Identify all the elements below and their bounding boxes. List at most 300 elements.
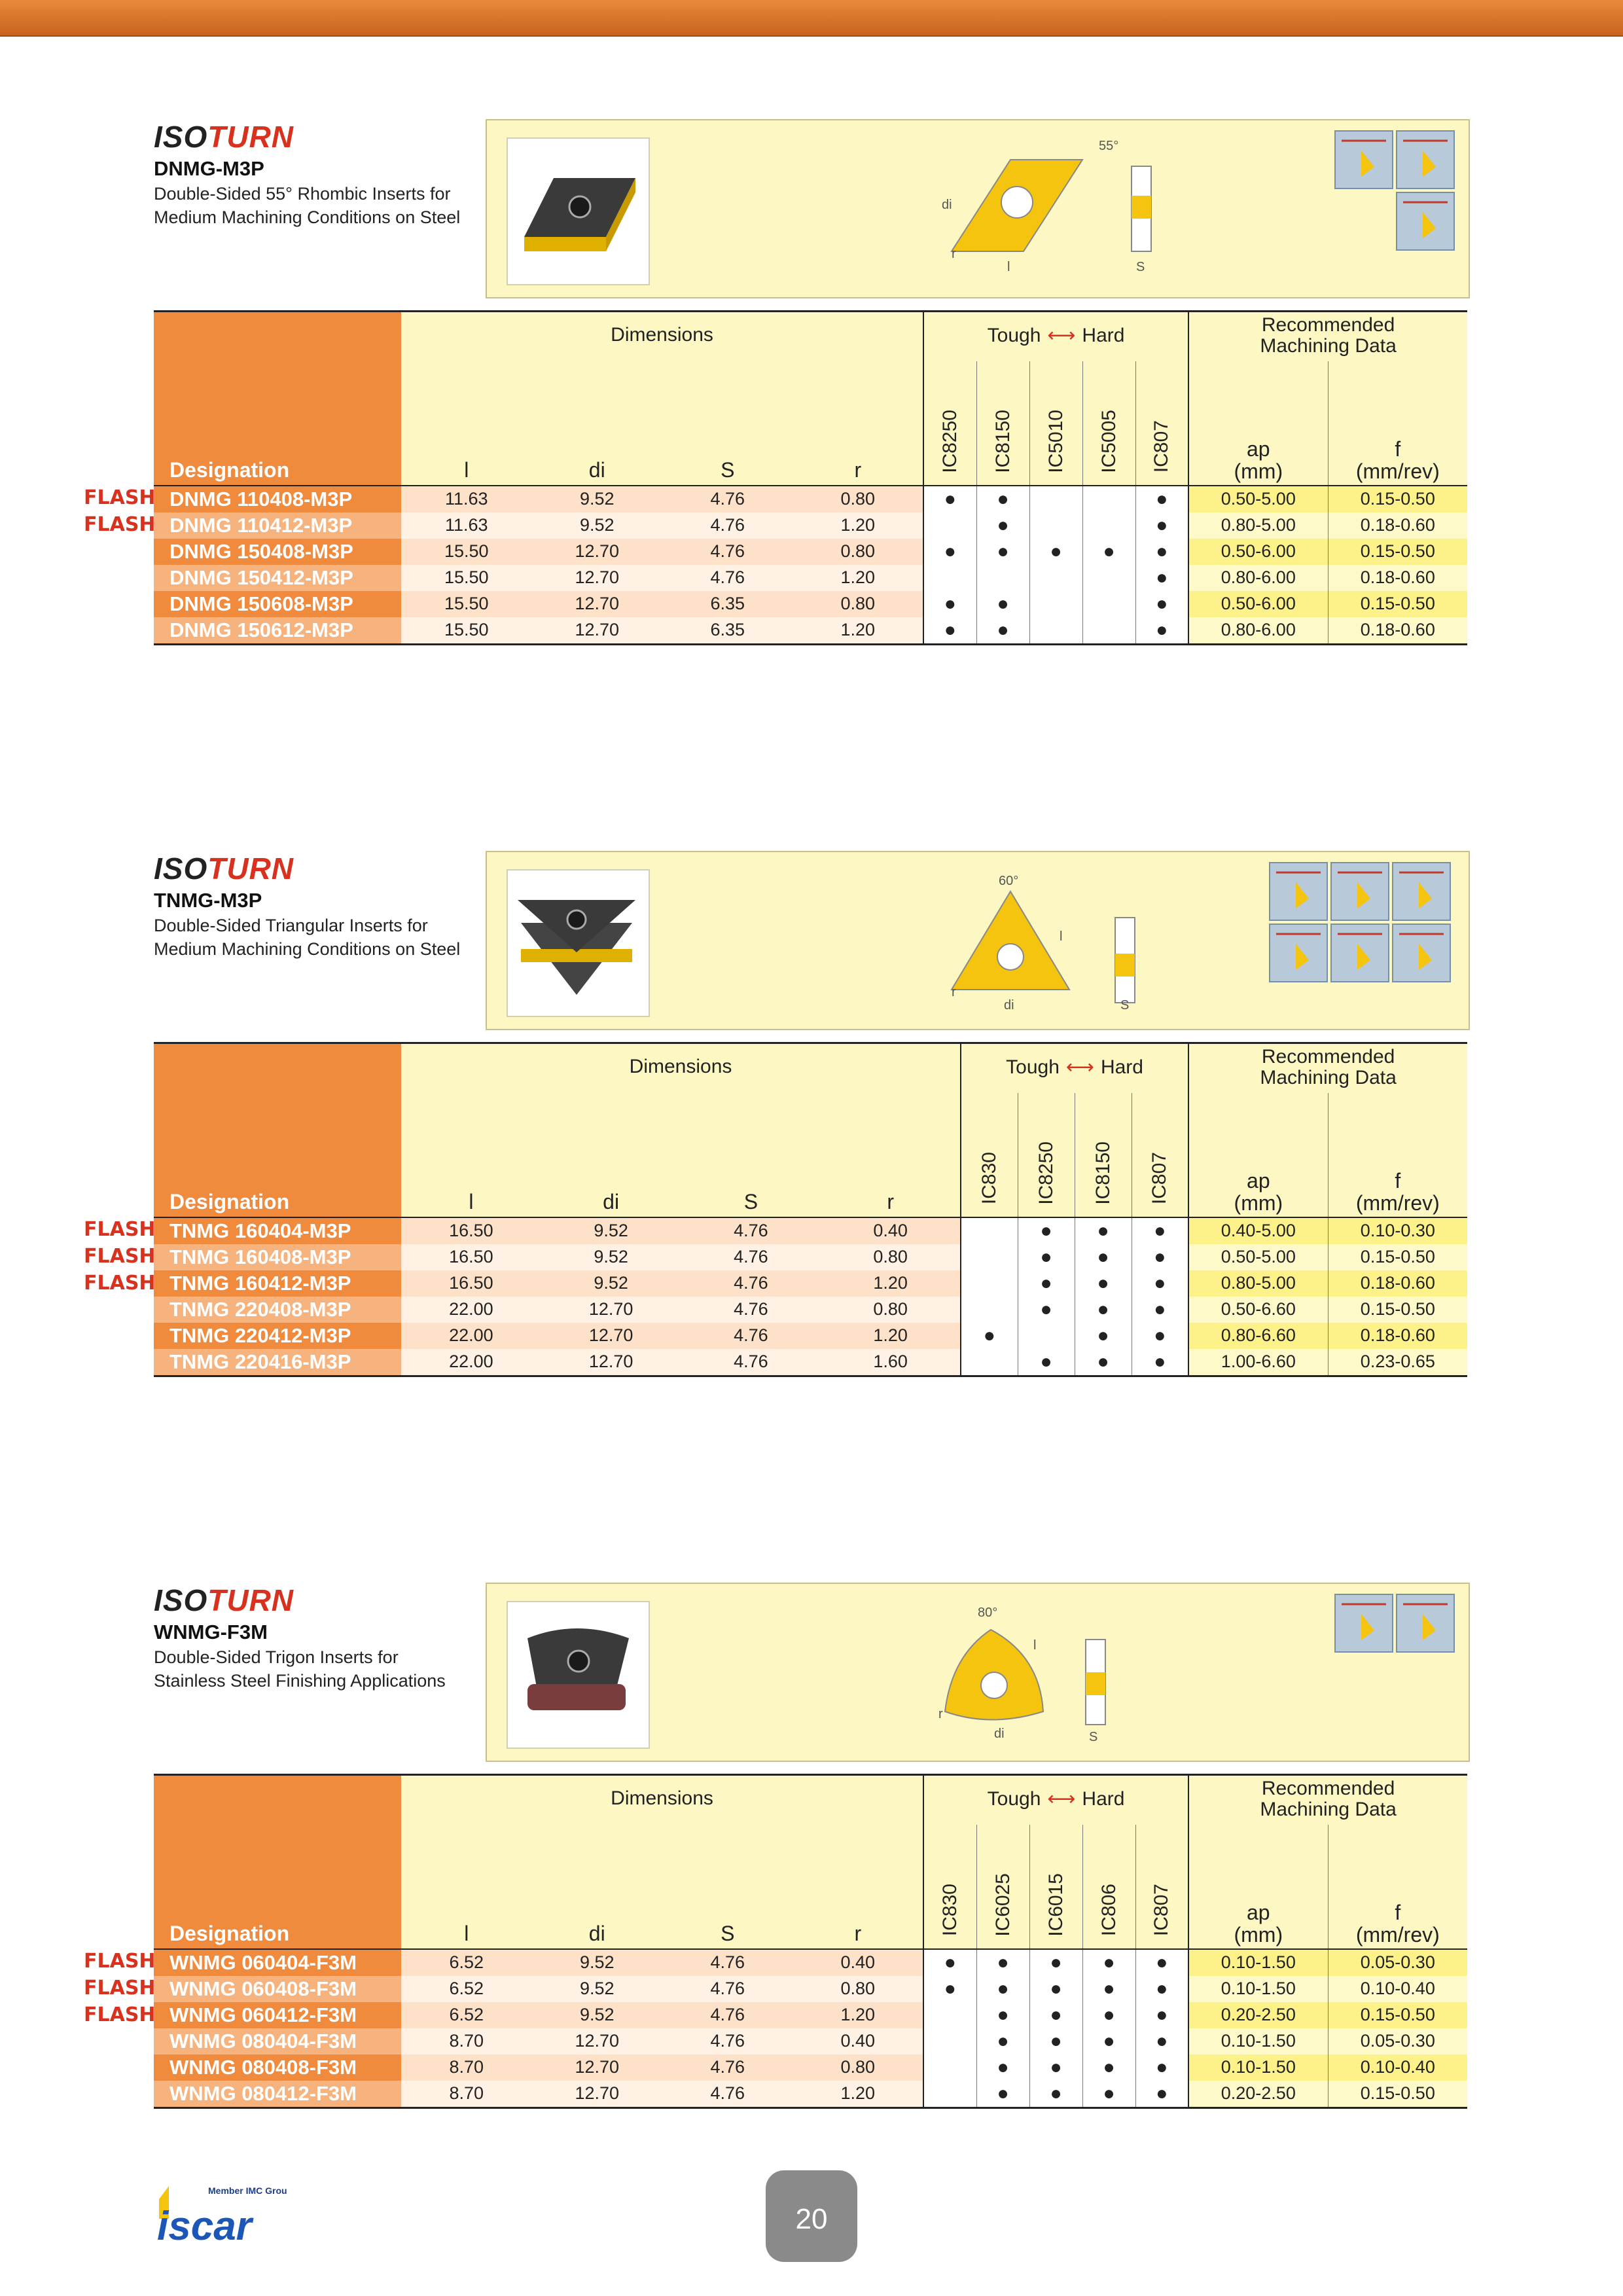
grade-availability-cell: ● [1075,1323,1132,1349]
l-cell: 22.00 [401,1297,541,1323]
f-cell: 0.05-0.30 [1328,1949,1467,1976]
col-s: S [662,361,793,486]
r-cell: 1.20 [793,512,924,539]
designation-cell: TNMG 220416-M3P [154,1349,401,1376]
grade-availability-cell: ● [1082,2002,1135,2028]
r-cell: 0.80 [793,1976,924,2002]
member-text: Member IMC Group [208,2185,287,2196]
grade-availability-cell [1029,512,1082,539]
ap-cell: 0.10-1.50 [1188,2028,1328,2054]
di-cell: 9.52 [532,512,663,539]
grade-availability-cell: ● [1132,1270,1188,1297]
insert-info-panel [486,119,1470,298]
grade-header: IC8250 [923,361,976,486]
s-cell: 4.76 [662,2081,793,2108]
grade-availability-cell: ● [923,486,976,512]
s-cell: 6.35 [662,617,793,645]
grade-availability-cell [961,1244,1018,1270]
s-cell: 6.35 [662,591,793,617]
ap-cell: 0.50-6.00 [1188,539,1328,565]
grade-availability-cell: ● [1132,1244,1188,1270]
col-f: f (mm/rev) [1328,361,1467,486]
f-cell: 0.18-0.60 [1328,617,1467,645]
grade-availability-cell: ● [976,486,1029,512]
product-description: Double-Sided Triangular Inserts for Medium Machining Conditions on Steel [154,916,461,959]
s-cell: 4.76 [662,2028,793,2054]
grade-availability-cell: ● [1135,617,1188,645]
col-f: f (mm/rev) [1328,1825,1467,1949]
l-cell: 8.70 [401,2081,532,2108]
designation-header: Designation [154,1043,401,1217]
f-cell: 0.23-0.65 [1328,1349,1467,1376]
r-cell: 1.20 [793,565,924,591]
table-row [154,565,1467,591]
col-s: S [681,1093,821,1217]
designation-cell: WNMG 060408-F3M [154,1976,401,2002]
grade-availability-cell [1029,486,1082,512]
tough-hard-header: Tough ⟷ Hard [923,1775,1188,1825]
r-cell: 0.80 [793,486,924,512]
designation-header: Designation [154,1775,401,1949]
di-cell: 12.70 [532,617,663,645]
ap-cell: 0.40-5.00 [1188,1217,1328,1244]
designation-cell: WNMG 060412-F3M [154,2002,401,2028]
l-cell: 15.50 [401,539,532,565]
designation-cell: TNMG 220408-M3P [154,1297,401,1323]
l-cell: 22.00 [401,1349,541,1376]
grade-availability-cell: ● [1135,486,1188,512]
f-cell: 0.18-0.60 [1328,1270,1467,1297]
designation-cell: DNMG 150412-M3P [154,565,401,591]
grade-availability-cell: ● [1082,539,1135,565]
di-cell: 9.52 [541,1244,681,1270]
svg-text:l: l [1033,1638,1037,1653]
table-row [154,1349,1467,1376]
flash-label: FLASH [84,1218,156,1241]
grade-availability-cell: ● [976,539,1029,565]
di-cell: 12.70 [541,1323,681,1349]
f-cell: 0.10-0.40 [1328,1976,1467,2002]
grade-availability-cell: ● [923,591,976,617]
l-cell: 6.52 [401,2002,532,2028]
grade-availability-cell: ● [1135,539,1188,565]
grade-availability-cell [1029,591,1082,617]
grade-availability-cell [923,2054,976,2081]
s-cell: 4.76 [681,1349,821,1376]
iscar-wordmark: iscar [157,2204,252,2249]
grade-availability-cell: ● [1029,2054,1082,2081]
application-icons [1331,1590,1462,1715]
svg-text:S: S [1120,998,1130,1013]
grade-availability-cell [961,1270,1018,1297]
table-row [154,2054,1467,2081]
table-row [154,512,1467,539]
f-cell: 0.15-0.50 [1328,1244,1467,1270]
grade-availability-cell: ● [976,2002,1029,2028]
grade-header: IC830 [961,1093,1018,1217]
col-r: r [793,361,924,486]
di-cell: 9.52 [532,486,663,512]
isoturn-brand: ISOTURN [154,120,294,154]
r-cell: 0.40 [821,1217,961,1244]
grade-header: IC806 [1082,1825,1135,1949]
designation-cell: WNMG 080404-F3M [154,2028,401,2054]
grade-availability-cell: ● [1132,1349,1188,1376]
page-number: 20 [766,2170,857,2262]
grade-availability-cell: ● [1018,1244,1075,1270]
dimensions-header: Dimensions [401,312,923,361]
grade-availability-cell [923,512,976,539]
grade-availability-cell: ● [1029,539,1082,565]
grade-availability-cell: ● [976,617,1029,645]
grade-availability-cell: ● [1029,2081,1082,2108]
table-row [154,1976,1467,2002]
r-cell: 1.20 [821,1270,961,1297]
grade-availability-cell: ● [1029,1976,1082,2002]
l-cell: 15.50 [401,591,532,617]
svg-text:l: l [1007,260,1010,274]
designation-cell: TNMG 160412-M3P [154,1270,401,1297]
di-cell: 12.70 [532,2081,663,2108]
f-cell: 0.10-0.30 [1328,1217,1467,1244]
f-cell: 0.18-0.60 [1328,1323,1467,1349]
s-cell: 4.76 [681,1297,821,1323]
double-arrow-icon: ⟷ [1047,1788,1076,1810]
inserts-table [154,310,1467,645]
grade-availability-cell [923,565,976,591]
grade-availability-cell: ● [976,2028,1029,2054]
table-row [154,1244,1467,1270]
grade-availability-cell: ● [976,591,1029,617]
l-cell: 8.70 [401,2054,532,2081]
designation-cell: WNMG 060404-F3M [154,1949,401,1976]
grade-availability-cell [961,1349,1018,1376]
grade-availability-cell: ● [1075,1244,1132,1270]
table-row [154,2028,1467,2054]
f-cell: 0.15-0.50 [1328,591,1467,617]
grade-availability-cell: ● [923,1949,976,1976]
designation-cell: WNMG 080412-F3M [154,2081,401,2108]
col-l: l [401,1825,532,1949]
di-cell: 12.70 [532,2028,663,2054]
dimensions-header: Dimensions [401,1043,961,1093]
l-cell: 6.52 [401,1949,532,1976]
recommended-header: Recommended Machining Data [1188,312,1467,361]
l-cell: 22.00 [401,1323,541,1349]
di-cell: 9.52 [532,2002,663,2028]
grade-availability-cell: ● [1018,1270,1075,1297]
grade-availability-cell: ● [1135,2054,1188,2081]
col-ap: ap (mm) [1188,361,1328,486]
grade-availability-cell [923,2081,976,2108]
table-row [154,539,1467,565]
grade-availability-cell [923,2028,976,2054]
s-cell: 4.76 [662,539,793,565]
grade-availability-cell: ● [976,1949,1029,1976]
grade-availability-cell: ● [1135,565,1188,591]
s-cell: 4.76 [662,1949,793,1976]
table-row [154,2081,1467,2108]
grade-header: IC830 [923,1825,976,1949]
grade-header: IC807 [1132,1093,1188,1217]
designation-cell: DNMG 110408-M3P [154,486,401,512]
grade-availability-cell: ● [1135,2002,1188,2028]
ap-cell: 0.50-5.00 [1188,1244,1328,1270]
grade-availability-cell [1029,617,1082,645]
ap-cell: 0.10-1.50 [1188,1949,1328,1976]
grade-availability-cell [1082,486,1135,512]
table-row [154,591,1467,617]
grade-availability-cell: ● [1082,2081,1135,2108]
flash-label: FLASH [84,1245,156,1268]
grade-availability-cell: ● [1135,2028,1188,2054]
designation-cell: DNMG 150608-M3P [154,591,401,617]
grade-availability-cell: ● [1082,2028,1135,2054]
l-cell: 15.50 [401,565,532,591]
designation-cell: WNMG 080408-F3M [154,2054,401,2081]
grade-availability-cell: ● [923,1976,976,2002]
s-cell: 4.76 [662,512,793,539]
grade-header: IC8250 [1018,1093,1075,1217]
ap-cell: 1.00-6.60 [1188,1349,1328,1376]
di-cell: 12.70 [532,539,663,565]
grade-availability-cell: ● [1082,2054,1135,2081]
grade-availability-cell: ● [976,2081,1029,2108]
di-cell: 12.70 [532,565,663,591]
grade-availability-cell: ● [1018,1297,1075,1323]
grade-availability-cell [961,1217,1018,1244]
table-row [154,486,1467,512]
flash-label: FLASH [84,486,156,509]
f-cell: 0.15-0.50 [1328,2081,1467,2108]
ap-cell: 0.80-6.60 [1188,1323,1328,1349]
grade-availability-cell: ● [1132,1323,1188,1349]
recommended-header: Recommended Machining Data [1188,1043,1467,1093]
s-cell: 4.76 [662,1976,793,2002]
col-di: di [532,1825,663,1949]
col-ap: ap (mm) [1188,1093,1328,1217]
col-di: di [541,1093,681,1217]
product-description: Double-Sided Trigon Inserts for Stainless Steel Finishing Applications [154,1647,446,1691]
product-section [0,1583,1623,2119]
insert-geometry-diagram [853,127,1181,287]
table-row [154,1323,1467,1349]
grade-availability-cell: ● [1132,1217,1188,1244]
col-ap: ap (mm) [1188,1825,1328,1949]
grade-availability-cell: ● [1029,2002,1082,2028]
table-row [154,1270,1467,1297]
col-r: r [821,1093,961,1217]
product-description: Double-Sided 55° Rhombic Inserts for Medium Machining Conditions on Steel [154,184,461,227]
col-f: f (mm/rev) [1328,1093,1467,1217]
f-cell: 0.15-0.50 [1328,486,1467,512]
svg-text:S: S [1136,260,1145,274]
grade-availability-cell: ● [1135,591,1188,617]
svg-text:di: di [942,198,952,212]
product-code: TNMG-M3P [154,889,262,912]
table-row [154,617,1467,645]
ap-cell: 0.50-6.60 [1188,1297,1328,1323]
insert-photo [507,137,650,285]
grade-availability-cell: ● [1132,1297,1188,1323]
svg-text:55°: 55° [1099,139,1119,153]
insert-photo [507,1601,650,1749]
r-cell: 1.20 [793,2081,924,2108]
grade-availability-cell: ● [1082,1976,1135,2002]
grade-header: IC8150 [976,361,1029,486]
ap-cell: 0.80-6.00 [1188,617,1328,645]
grade-availability-cell [1082,591,1135,617]
designation-cell: TNMG 160408-M3P [154,1244,401,1270]
grade-availability-cell: ● [1135,1949,1188,1976]
svg-text:r: r [952,247,956,261]
table-row [154,1217,1467,1244]
s-cell: 4.76 [662,2002,793,2028]
r-cell: 0.80 [793,539,924,565]
tough-hard-header: Tough ⟷ Hard [961,1043,1188,1093]
grade-availability-cell: ● [976,512,1029,539]
r-cell: 1.60 [821,1349,961,1376]
grade-availability-cell [1082,512,1135,539]
r-cell: 0.80 [821,1244,961,1270]
s-cell: 4.76 [662,2054,793,2081]
di-cell: 9.52 [541,1217,681,1244]
di-cell: 12.70 [541,1349,681,1376]
designation-cell: TNMG 220412-M3P [154,1323,401,1349]
l-cell: 6.52 [401,1976,532,2002]
grade-availability-cell [1082,565,1135,591]
flash-label: FLASH [84,1272,156,1295]
l-cell: 15.50 [401,617,532,645]
insert-photo [507,869,650,1017]
s-cell: 4.76 [681,1270,821,1297]
grade-availability-cell: ● [1135,2081,1188,2108]
grade-availability-cell [923,2002,976,2028]
flash-label: FLASH [84,2003,156,2026]
ap-cell: 0.10-1.50 [1188,1976,1328,2002]
f-cell: 0.15-0.50 [1328,539,1467,565]
r-cell: 0.40 [793,2028,924,2054]
double-arrow-icon: ⟷ [1047,325,1076,346]
f-cell: 0.15-0.50 [1328,2002,1467,2028]
ap-cell: 0.20-2.50 [1188,2081,1328,2108]
col-di: di [532,361,663,486]
grade-header: IC807 [1135,1825,1188,1949]
dimensions-header: Dimensions [401,1775,923,1825]
recommended-header: Recommended Machining Data [1188,1775,1467,1825]
grade-header: IC807 [1135,361,1188,486]
isoturn-brand: ISOTURN [154,852,294,886]
svg-text:r: r [938,1707,943,1721]
l-cell: 8.70 [401,2028,532,2054]
flash-label: FLASH [84,1950,156,1973]
f-cell: 0.05-0.30 [1328,2028,1467,2054]
ap-cell: 0.20-2.50 [1188,2002,1328,2028]
inserts-table [154,1042,1467,1377]
col-l: l [401,361,532,486]
grade-header: IC6025 [976,1825,1029,1949]
grade-availability-cell: ● [923,539,976,565]
application-icons [1331,127,1462,251]
grade-availability-cell: ● [1075,1270,1132,1297]
di-cell: 9.52 [532,1949,663,1976]
r-cell: 0.80 [821,1297,961,1323]
grade-availability-cell: ● [923,617,976,645]
ap-cell: 0.80-5.00 [1188,1270,1328,1297]
grade-header: IC8150 [1075,1093,1132,1217]
l-cell: 16.50 [401,1244,541,1270]
designation-header: Designation [154,312,401,486]
grade-availability-cell: ● [1075,1297,1132,1323]
table-row [154,1949,1467,1976]
ap-cell: 0.80-6.00 [1188,565,1328,591]
ap-cell: 0.50-6.00 [1188,591,1328,617]
grade-availability-cell: ● [1018,1349,1075,1376]
grade-availability-cell [1018,1323,1075,1349]
product-code: DNMG-M3P [154,157,264,180]
di-cell: 9.52 [532,1976,663,2002]
grade-availability-cell: ● [1029,2028,1082,2054]
grade-availability-cell: ● [1135,1976,1188,2002]
grade-availability-cell: ● [1135,512,1188,539]
f-cell: 0.15-0.50 [1328,1297,1467,1323]
svg-text:60°: 60° [999,874,1019,888]
di-cell: 9.52 [541,1270,681,1297]
col-r: r [793,1825,924,1949]
ap-cell: 0.10-1.50 [1188,2054,1328,2081]
grade-availability-cell [961,1297,1018,1323]
r-cell: 1.20 [793,2002,924,2028]
grade-availability-cell: ● [1075,1217,1132,1244]
designation-cell: DNMG 150408-M3P [154,539,401,565]
tough-hard-header: Tough ⟷ Hard [923,312,1188,361]
svg-text:di: di [1004,998,1014,1013]
designation-cell: DNMG 110412-M3P [154,512,401,539]
iscar-logo [156,2179,287,2255]
s-cell: 4.76 [681,1217,821,1244]
s-cell: 4.76 [662,486,793,512]
svg-text:di: di [994,1727,1005,1741]
grade-availability-cell [976,565,1029,591]
grade-availability-cell: ● [1029,1949,1082,1976]
r-cell: 0.80 [793,591,924,617]
s-cell: 4.76 [681,1323,821,1349]
l-cell: 16.50 [401,1270,541,1297]
l-cell: 11.63 [401,486,532,512]
r-cell: 1.20 [821,1323,961,1349]
top-banner [0,0,1623,37]
f-cell: 0.18-0.60 [1328,565,1467,591]
r-cell: 1.20 [793,617,924,645]
insert-geometry-diagram [853,1590,1181,1751]
di-cell: 12.70 [532,2054,663,2081]
di-cell: 12.70 [541,1297,681,1323]
product-code: WNMG-F3M [154,1621,268,1643]
table-row [154,1297,1467,1323]
isoturn-brand: ISOTURN [154,1583,294,1617]
grade-header: IC5010 [1029,361,1082,486]
svg-text:S: S [1089,1730,1098,1744]
flash-label: FLASH [84,1977,156,2000]
f-cell: 0.18-0.60 [1328,512,1467,539]
inserts-table [154,1774,1467,2109]
ap-cell: 0.50-5.00 [1188,486,1328,512]
grade-header: IC5005 [1082,361,1135,486]
designation-cell: TNMG 160404-M3P [154,1217,401,1244]
product-section [0,851,1623,1388]
col-s: S [662,1825,793,1949]
grade-availability-cell [1082,617,1135,645]
